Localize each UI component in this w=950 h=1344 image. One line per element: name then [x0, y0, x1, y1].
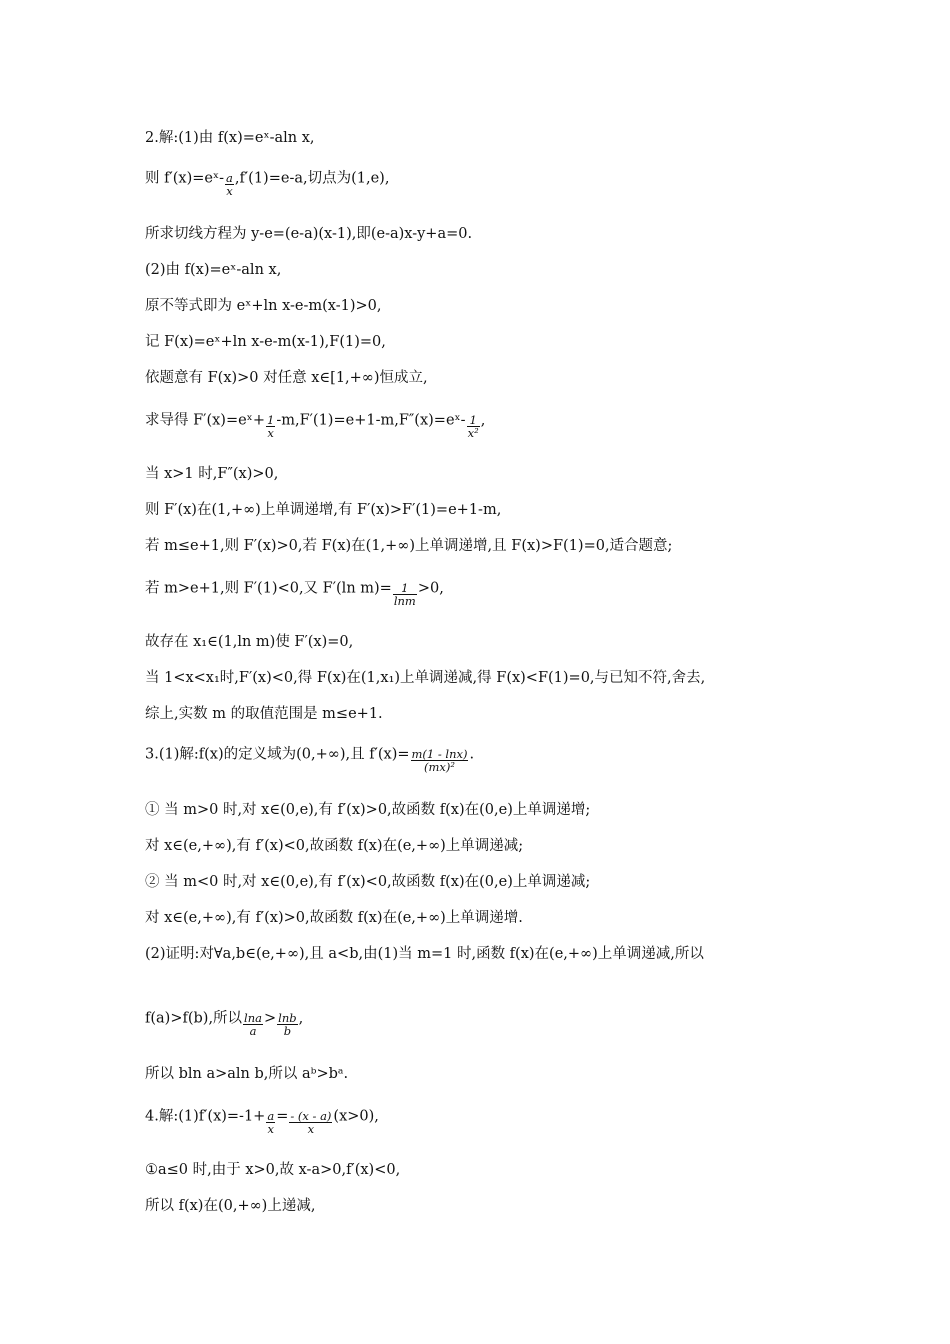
fraction-numerator: 1: [467, 414, 480, 427]
text-segment: ,f′(1)=e-a,切点为(1,e),: [234, 170, 390, 187]
text-line-12: [145, 576, 444, 608]
fraction: [225, 172, 234, 197]
text-line-15: 综上,实数 m 的取值范围是 m≤e+1.: [145, 706, 383, 722]
text-line-23: 所以 bln a>aln b,所以 aᵇ>bᵃ.: [145, 1066, 349, 1082]
fraction: [266, 1110, 275, 1135]
fraction-numerator: - (x - a): [290, 1109, 332, 1123]
fraction-denominator: x: [307, 1122, 315, 1136]
fraction-numerator: a: [226, 171, 233, 185]
text-segment: >: [264, 1010, 277, 1027]
text-line-19: ② 当 m<0 时,对 x∈(0,e),有 f′(x)<0,故函数 f(x)在(0,e)上单调递减;: [145, 874, 591, 890]
fraction-denominator: a: [249, 1024, 257, 1038]
text-line-21: (2)证明:对∀a,b∈(e,+∞),且 a<b,由(1)当 m=1 时,函数 f(x)在(e,+∞)上单调递减,所以: [145, 946, 704, 962]
text-line-7: 依题意有 F(x)>0 对任意 x∈[1,+∞)恒成立,: [145, 370, 428, 386]
text-segment: 则 f′(x)=eˣ-: [145, 170, 225, 187]
text-line-1: 2.解:(1)由 f(x)=eˣ-aln x,: [145, 130, 315, 146]
fraction-numerator: lna: [244, 1011, 262, 1025]
text-segment: -m,F′(1)=e+1-m,F″(x)=eˣ-: [276, 412, 466, 429]
fraction-denominator: x: [226, 184, 233, 198]
fraction-numerator: a: [267, 1109, 275, 1123]
text-line-8: [145, 408, 486, 440]
fraction-denominator: (mx)²: [424, 760, 455, 774]
text-line-16: [145, 742, 475, 774]
text-segment: 求导得 F′(x)=eˣ+: [145, 412, 265, 429]
fraction-numerator: 1: [266, 413, 275, 427]
text-segment: ,: [480, 412, 486, 429]
text-segment: .: [469, 746, 475, 763]
fraction-denominator: x²: [467, 426, 479, 440]
fraction: [266, 414, 275, 439]
fraction: [243, 1012, 263, 1037]
fraction-denominator: x: [267, 426, 274, 440]
fraction: [467, 414, 480, 439]
text-line-2: [145, 166, 390, 198]
text-segment: 4.解:(1)f′(x)=-1+: [145, 1108, 266, 1125]
text-segment: (x>0),: [333, 1108, 379, 1125]
fraction-denominator: lnm: [393, 594, 416, 608]
text-segment: 若 m>e+1,则 F′(1)<0,又 F′(ln m)=: [145, 580, 392, 597]
text-line-14: 当 1<x<x₁时,F′(x)<0,得 F(x)在(1,x₁)上单调递减,得 F(x)<F(1)=0,与已知不符,舍去,: [145, 670, 706, 686]
text-line-22: [145, 1006, 304, 1038]
text-line-4: (2)由 f(x)=eˣ-aln x,: [145, 262, 282, 278]
text-segment: 3.(1)解:f(x)的定义域为(0,+∞),且 f′(x)=: [145, 746, 410, 763]
fraction-numerator: m(1 - lnx): [411, 747, 468, 761]
text-line-17: ① 当 m>0 时,对 x∈(0,e),有 f′(x)>0,故函数 f(x)在(0,e)上单调递增;: [145, 802, 591, 818]
text-segment: =: [276, 1108, 289, 1125]
fraction-numerator: lnb: [278, 1011, 297, 1025]
text-line-24: [145, 1104, 379, 1136]
text-line-13: 故存在 x₁∈(1,ln m)使 F′(x)=0,: [145, 634, 354, 650]
fraction-denominator: x: [267, 1122, 275, 1136]
text-line-25: ①a≤0 时,由于 x>0,故 x-a>0,f′(x)<0,: [145, 1162, 401, 1178]
text-line-18: 对 x∈(e,+∞),有 f′(x)<0,故函数 f(x)在(e,+∞)上单调递减;: [145, 838, 524, 854]
text-line-9: 当 x>1 时,F″(x)>0,: [145, 466, 279, 482]
fraction-numerator: 1: [393, 582, 417, 595]
text-segment: >0,: [417, 580, 444, 597]
text-line-6: 记 F(x)=eˣ+ln x-e-m(x-1),F(1)=0,: [145, 334, 386, 350]
fraction: [277, 1012, 297, 1037]
text-line-26: 所以 f(x)在(0,+∞)上递减,: [145, 1198, 316, 1214]
text-line-5: 原不等式即为 eˣ+ln x-e-m(x-1)>0,: [145, 298, 382, 314]
text-segment: ,: [298, 1010, 304, 1027]
text-segment: f(a)>f(b),所以: [145, 1010, 243, 1027]
fraction-denominator: b: [283, 1024, 292, 1038]
text-line-3: 所求切线方程为 y-e=(e-a)(x-1),即(e-a)x-y+a=0.: [145, 226, 473, 242]
fraction: [393, 582, 417, 607]
text-line-20: 对 x∈(e,+∞),有 f′(x)>0,故函数 f(x)在(e,+∞)上单调递增.: [145, 910, 523, 926]
text-line-11: 若 m≤e+1,则 F′(x)>0,若 F(x)在(1,+∞)上单调递增,且 F(x)>F(1)=0,适合题意;: [145, 538, 673, 554]
fraction: [411, 748, 469, 773]
fraction: [289, 1110, 332, 1135]
text-line-10: 则 F′(x)在(1,+∞)上单调递增,有 F′(x)>F′(1)=e+1-m,: [145, 502, 502, 518]
